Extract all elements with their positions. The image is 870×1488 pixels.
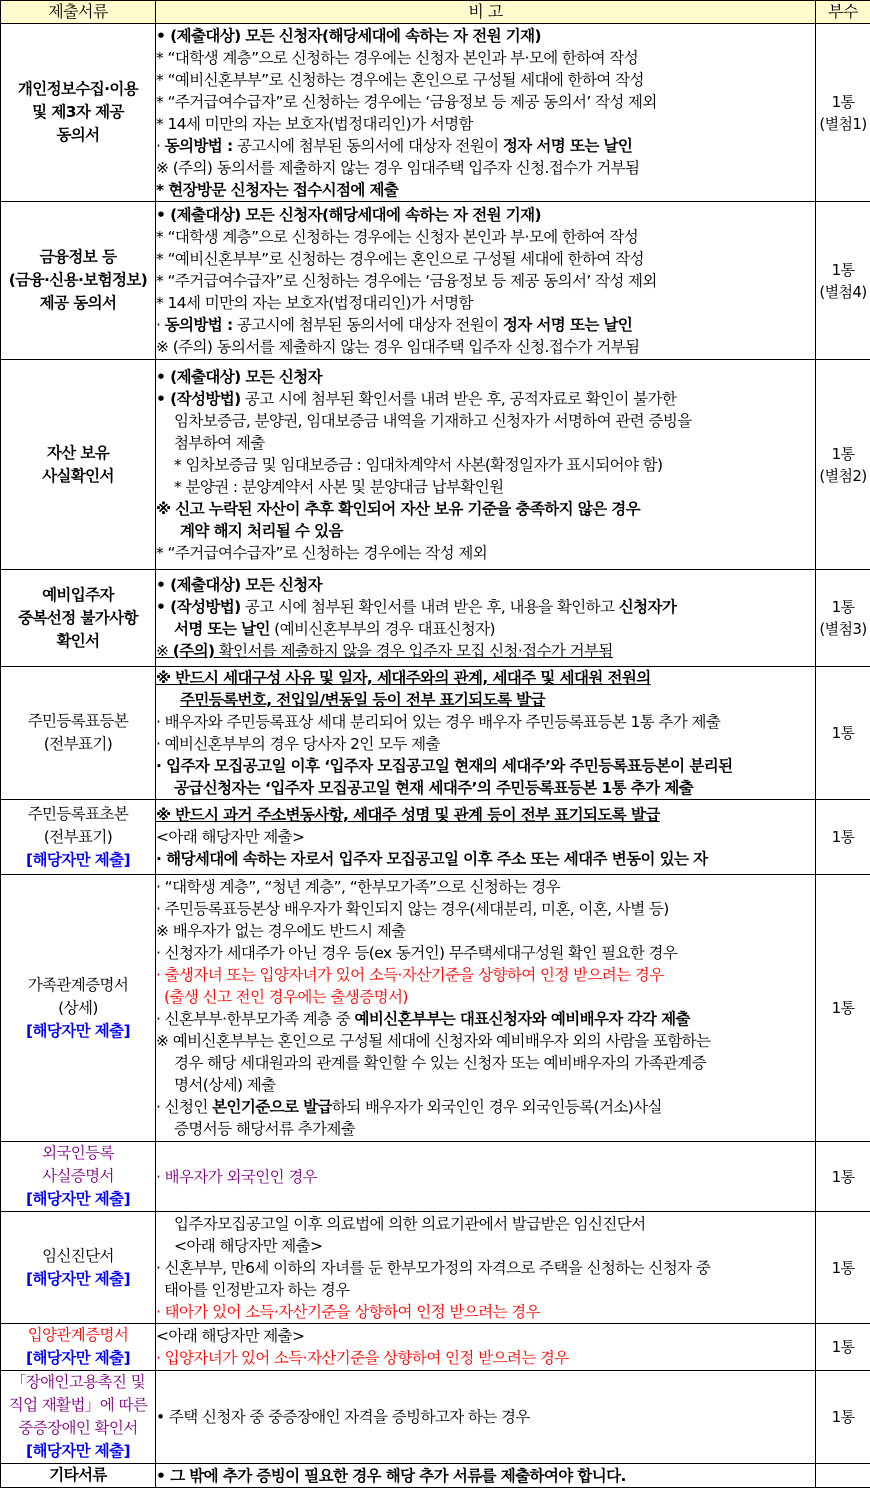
copies-cell	[816, 24, 870, 202]
remark-line: ※ (주의) 동의서를 제출하지 않는 경우 임대주택 입주자 신청.접수가 거부됨	[156, 157, 815, 179]
copies-cell	[816, 1212, 870, 1324]
remark-line	[156, 135, 815, 157]
table-row-foreigner-registration-certificate	[1, 1142, 870, 1212]
remark-line: · 신청자가 세대주가 아닌 경우 등(ex 동거인) 무주택세대구성원 확인 필요한 경우	[156, 942, 815, 964]
remark-segment: 예비신혼부부는 대표신청자와 예비배우자 각각 제출	[354, 1010, 689, 1028]
remark-line: * “대학생 계층”으로 신청하는 경우에는 신청자 본인과 부·모에 한하여 작성	[156, 47, 815, 69]
header-copies: 부수	[816, 1, 870, 24]
table-row-family-relation-certificate	[1, 875, 870, 1142]
remark-segment: 동의방법 :	[165, 137, 233, 155]
document-name-line: 동의서	[1, 124, 155, 147]
document-name-line: 입양관계증명서	[1, 1324, 155, 1347]
document-name-line: 「장애인고용촉진 및	[1, 1371, 155, 1394]
remark-line: · 입주자 모집공고일 이후 ‘입주자 모집공고일 현재의 세대주’와 주민등록표등본이 분리된	[156, 755, 815, 777]
remarks-cell	[156, 1324, 816, 1371]
table-header-row	[1, 1, 870, 24]
remark-line: 계약 해지 처리될 수 있음	[156, 520, 815, 542]
table-row-adoption-relation-certificate	[1, 1324, 870, 1371]
remark-segment: ·	[156, 137, 165, 155]
table-row-resident-register-copy	[1, 667, 870, 800]
remarks-cell	[156, 570, 816, 667]
document-name-line: 개인정보수집·이용	[1, 78, 155, 101]
copies-cell	[816, 667, 870, 800]
remark-line: (출생 신고 전인 경우에는 출생증명서)	[156, 986, 815, 1008]
remarks-cell	[156, 1464, 816, 1488]
copies-line: (별첨2)	[816, 465, 870, 487]
document-name-line: 제공 동의서	[1, 292, 155, 315]
document-name-cell	[1, 570, 156, 667]
document-name-line: 중복선정 불가사항	[1, 607, 155, 630]
copies-line: 1통	[816, 722, 870, 744]
applicable-only-tag: [해당자만 제출]	[1, 1440, 155, 1463]
remark-segment: 동의방법 :	[165, 316, 233, 334]
remarks-cell	[156, 800, 816, 875]
document-name-cell	[1, 1464, 156, 1488]
document-name-cell	[1, 1371, 156, 1464]
table-row-duplicate-selection-confirmation	[1, 570, 870, 667]
remark-line: * “주거급여수급자”로 신청하는 경우에는 작성 제외	[156, 542, 815, 564]
remarks-cell	[156, 667, 816, 800]
remark-segment: 신청자가	[619, 598, 677, 616]
table-row-resident-register-abstract	[1, 800, 870, 875]
document-name-line: 사실확인서	[1, 465, 155, 488]
document-name-line: 확인서	[1, 630, 155, 653]
applicable-only-tag: [해당자만 제출]	[1, 1268, 155, 1291]
copies-cell	[816, 202, 870, 360]
remark-line: · 입양자녀가 있어 소득·자산기준을 상향하여 인정 받으려는 경우	[156, 1347, 815, 1369]
remark-line: 경우 해당 세대원과의 관계를 확인할 수 있는 신청자 또는 예비배우자의 가족관계증	[156, 1052, 815, 1074]
document-name-line: (전부표기)	[1, 826, 155, 849]
remark-segment: 공고 시에 첨부된 확인서를 내려 받은 후, 내용을 확인하고	[241, 598, 619, 616]
remark-line	[156, 388, 815, 410]
remark-segment: ※	[156, 642, 173, 660]
applicable-only-tag: [해당자만 제출]	[1, 1188, 155, 1211]
remark-segment: 하되 배우자가 외국인인 경우 외국인등록(거소)사실	[332, 1098, 662, 1116]
table-row-pregnancy-diagnosis	[1, 1212, 870, 1324]
remark-line: 입주자모집공고일 이후 의료법에 의한 의료기관에서 발급받은 임신진단서	[156, 1213, 815, 1235]
applicable-only-tag: [해당자만 제출]	[1, 849, 155, 872]
remark-line: • (제출대상) 모든 신청자(해당세대에 속하는 자 전원 기재)	[156, 204, 815, 226]
document-name-line: 사실증명서	[1, 1165, 155, 1188]
remark-line: <아래 해당자만 제출>	[156, 826, 815, 848]
document-name-cell	[1, 667, 156, 800]
remark-line: ※ 반드시 세대구성 사유 및 일자, 세대주와의 관계, 세대주 및 세대원 전원의	[156, 667, 815, 689]
remark-line	[156, 596, 815, 618]
remarks-cell	[156, 1212, 816, 1324]
document-name-line: 중증장애인 확인서	[1, 1417, 155, 1440]
remark-segment: ·	[156, 316, 165, 334]
document-name-line: 직업 재활법」에 따른	[1, 1394, 155, 1417]
remark-line: • (제출대상) 모든 신청자(해당세대에 속하는 자 전원 기재)	[156, 25, 815, 47]
applicable-only-tag: [해당자만 제출]	[1, 1347, 155, 1370]
table-row-severe-disability-confirmation	[1, 1371, 870, 1464]
copies-line: (별첨3)	[816, 618, 870, 640]
document-name-cell	[1, 202, 156, 360]
remark-segment: · 신혼부부·한부모가족 계층 중	[156, 1010, 354, 1028]
remark-line: * “예비신혼부부”로 신청하는 경우에는 혼인으로 구성될 세대에 한하여 작성	[156, 248, 815, 270]
document-name-line: 및 제3자 제공	[1, 101, 155, 124]
remark-line: * “주거급여수급자”로 신청하는 경우에는 ‘금융정보 등 제공 동의서’ 작성 제외	[156, 91, 815, 113]
document-name-line: 주민등록표초본	[1, 803, 155, 826]
remark-line	[156, 1096, 815, 1118]
copies-line: (별첨1)	[816, 113, 870, 135]
remarks-cell	[156, 202, 816, 360]
copies-line: 1통	[816, 826, 870, 848]
remark-segment: (주의)	[173, 642, 215, 660]
document-name-line: (금융·신용·보험정보)	[1, 269, 155, 292]
remark-line: • 그 밖에 추가 증빙이 필요한 경우 해당 추가 서류를 제출하여야 합니다.	[156, 1465, 815, 1487]
remark-line: · 주민등록표등본상 배우자가 확인되지 않는 경우(세대분리, 미혼, 이혼, 사별 등)	[156, 898, 815, 920]
copies-line: 1통	[816, 91, 870, 113]
remarks-cell	[156, 360, 816, 570]
copies-line: 1통	[816, 596, 870, 618]
remark-line: ※ 예비신혼부부는 혼인으로 구성될 세대에 신청자와 예비배우자 외의 사람을 포함하는	[156, 1030, 815, 1052]
remark-line: ※ 반드시 과거 주소변동사항, 세대주 성명 및 관계 등이 전부 표기되도록 발급	[156, 804, 815, 826]
table-row-personal-info-consent	[1, 24, 870, 202]
table-row-asset-confirmation	[1, 360, 870, 570]
remark-line: 증명서등 해당서류 추가제출	[156, 1118, 815, 1140]
copies-line: 1통	[816, 1166, 870, 1188]
remark-segment: 확인서를 제출하지 않을 경우 입주자 모집 신청·접수가 거부됨	[214, 642, 612, 660]
document-name-cell	[1, 1142, 156, 1212]
copies-line: 1통	[816, 259, 870, 281]
remark-line: 태아를 인정받고자 하는 경우	[156, 1279, 815, 1301]
copies-cell	[816, 360, 870, 570]
remark-line: · 출생자녀 또는 입양자녀가 있어 소득·자산기준을 상향하여 인정 받으려는 경우	[156, 964, 815, 986]
remark-line: * “예비신혼부부”로 신청하는 경우에는 혼인으로 구성될 세대에 한하여 작성	[156, 69, 815, 91]
remarks-cell	[156, 875, 816, 1142]
copies-cell	[816, 1464, 870, 1488]
remark-line: · 신혼부부, 만6세 이하의 자녀를 둔 한부모가정의 자격으로 주택을 신청하는 신청자 중	[156, 1257, 815, 1279]
remark-segment: 정자 서명 또는 날인	[503, 137, 632, 155]
remark-segment: 서명 또는 날인	[174, 620, 270, 638]
remark-line: 명서(상세) 제출	[156, 1074, 815, 1096]
document-name-cell	[1, 875, 156, 1142]
remark-line: * 현장방문 신청자는 접수시점에 제출	[156, 179, 815, 201]
remark-line: ※ 배우자가 없는 경우에도 반드시 제출	[156, 920, 815, 942]
copies-cell	[816, 800, 870, 875]
copies-line: 1통	[816, 443, 870, 465]
remark-line: * 임차보증금 및 임대보증금 : 임대차계약서 사본(확정일자가 표시되어야 함)	[156, 454, 815, 476]
remark-line: · “대학생 계층”, “청년 계층”, “한부모가족”으로 신청하는 경우	[156, 876, 815, 898]
remark-line: 첨부하여 제출	[156, 432, 815, 454]
document-name-cell	[1, 1212, 156, 1324]
remark-segment: 공고 시에 첨부된 확인서를 내려 받은 후, 공적자료로 확인이 불가한	[241, 390, 677, 408]
remark-line: * “대학생 계층”으로 신청하는 경우에는 신청자 본인과 부·모에 한하여 작성	[156, 226, 815, 248]
table-row-financial-info-consent	[1, 202, 870, 360]
copies-cell	[816, 1324, 870, 1371]
remark-line: 임차보증금, 분양권, 임대보증금 내역을 기재하고 신청자가 서명하여 관련 증빙을	[156, 410, 815, 432]
document-name-cell	[1, 24, 156, 202]
remark-line: · 배우자가 외국인인 경우	[156, 1166, 815, 1188]
remark-line: • 주택 신청자 중 중증장애인 자격을 증빙하고자 하는 경우	[156, 1406, 815, 1428]
document-name-line: (상세)	[1, 997, 155, 1020]
applicable-only-tag: [해당자만 제출]	[1, 1020, 155, 1043]
document-name-line: (전부표기)	[1, 733, 155, 756]
remark-segment: 공고시에 첨부된 동의서에 대상자 전원이	[233, 316, 503, 334]
remark-line: 공급신청자는 ‘입주자 모집공고일 현재 세대주’의 주민등록표등본 1통 추가 제출	[156, 777, 815, 799]
header-remarks: 비 고	[156, 1, 816, 24]
remark-line	[156, 640, 815, 662]
table-row-other-documents	[1, 1464, 870, 1488]
remark-line: <아래 해당자만 제출>	[156, 1235, 815, 1257]
remarks-cell	[156, 24, 816, 202]
document-name-line: 기타서류	[1, 1464, 155, 1487]
document-name-line: 가족관계증명서	[1, 974, 155, 997]
remark-line: <아래 해당자만 제출>	[156, 1325, 815, 1347]
remark-line: * 14세 미만의 자는 보호자(법정대리인)가 서명함	[156, 113, 815, 135]
copies-line: (별첨4)	[816, 281, 870, 303]
remark-segment: • (작성방법)	[156, 598, 241, 616]
document-name-line: 자산 보유	[1, 442, 155, 465]
copies-line: 1통	[816, 1336, 870, 1358]
remark-line: * 분양권 : 분양계약서 사본 및 분양대금 납부확인원	[156, 476, 815, 498]
copies-line: 1통	[816, 1406, 870, 1428]
remark-line: · 태아가 있어 소득·자산기준을 상향하여 인정 받으려는 경우	[156, 1301, 815, 1323]
remark-line: ※ 신고 누락된 자산이 추후 확인되어 자산 보유 기준을 충족하지 않은 경우	[156, 498, 815, 520]
remark-segment: 정자 서명 또는 날인	[503, 316, 632, 334]
remark-line: · 배우자와 주민등록표상 세대 분리되어 있는 경우 배우자 주민등록표등본 1통 추가 제출	[156, 711, 815, 733]
document-name-line: 주민등록표등본	[1, 710, 155, 733]
copies-line: 1통	[816, 1257, 870, 1279]
document-name-cell	[1, 800, 156, 875]
remark-line: · 해당세대에 속하는 자로서 입주자 모집공고일 이후 주소 또는 세대주 변동이 있는 자	[156, 848, 815, 870]
remark-line: * 14세 미만의 자는 보호자(법정대리인)가 서명함	[156, 292, 815, 314]
remark-line	[156, 1008, 815, 1030]
remark-segment: 본인기준으로 발급	[212, 1098, 332, 1116]
remarks-cell	[156, 1371, 816, 1464]
document-name-line: 외국인등록	[1, 1142, 155, 1165]
document-name-cell	[1, 360, 156, 570]
remark-line	[156, 618, 815, 640]
remark-line: ※ (주의) 동의서를 제출하지 않는 경우 임대주택 입주자 신청.접수가 거부됨	[156, 336, 815, 358]
remark-segment: • (작성방법)	[156, 390, 241, 408]
remark-line: 주민등록번호, 전입일/변동일 등이 전부 표기되도록 발급	[156, 689, 815, 711]
copies-cell	[816, 1142, 870, 1212]
remark-line	[156, 314, 815, 336]
copies-cell	[816, 570, 870, 667]
copies-cell	[816, 875, 870, 1142]
remark-line: • (제출대상) 모든 신청자	[156, 574, 815, 596]
document-name-cell	[1, 1324, 156, 1371]
remark-segment: 공고시에 첨부된 동의서에 대상자 전원이	[233, 137, 503, 155]
remark-segment: (예비신혼부부의 경우 대표신청자)	[270, 620, 495, 638]
remarks-cell	[156, 1142, 816, 1212]
remark-line: * “주거급여수급자”로 신청하는 경우에는 ‘금융정보 등 제공 동의서’ 작성 제외	[156, 270, 815, 292]
document-name-line: 금융정보 등	[1, 246, 155, 269]
header-document: 제출서류	[1, 1, 156, 24]
document-name-line: 임신진단서	[1, 1245, 155, 1268]
copies-line: 1통	[816, 997, 870, 1019]
remark-segment: · 신청인	[156, 1098, 212, 1116]
document-name-line: 예비입주자	[1, 584, 155, 607]
remark-line: • (제출대상) 모든 신청자	[156, 366, 815, 388]
copies-cell	[816, 1371, 870, 1464]
remark-line: · 예비신혼부부의 경우 당사자 2인 모두 제출	[156, 733, 815, 755]
